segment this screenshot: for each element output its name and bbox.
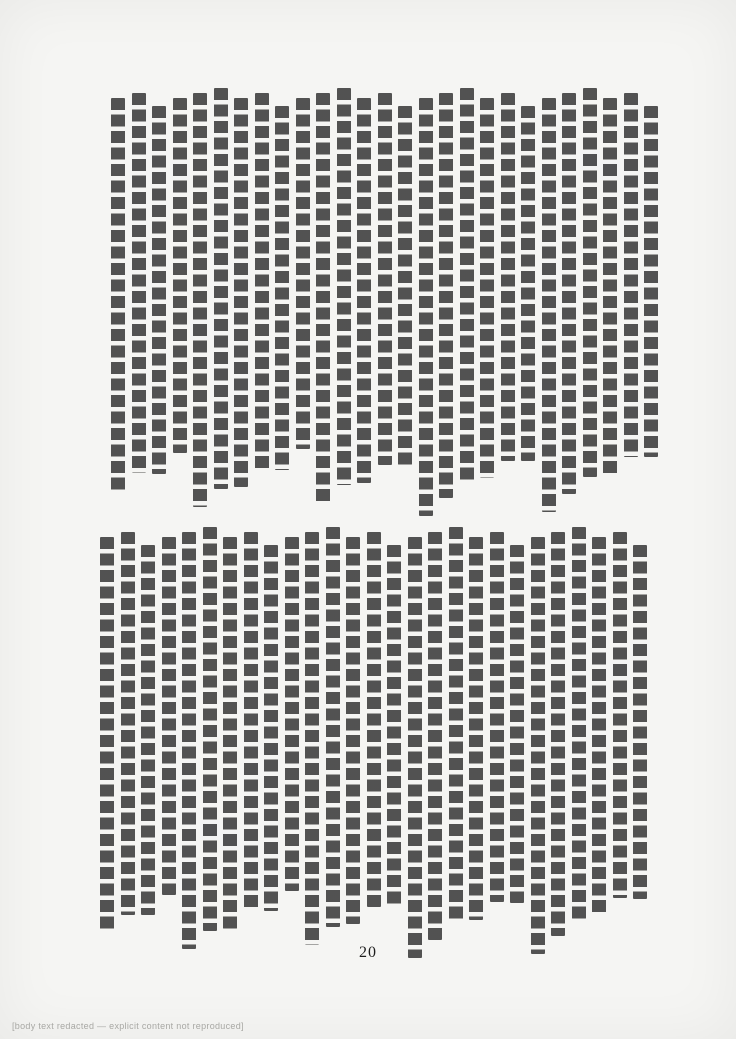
redacted-text-column [182, 532, 196, 949]
redacted-text-column [592, 537, 606, 916]
redacted-text-column [337, 88, 351, 485]
redacted-text-column [542, 98, 556, 512]
redacted-text-column [234, 98, 248, 487]
redacted-text-column [633, 545, 647, 899]
redacted-text-column [428, 532, 442, 940]
text-block-top [100, 88, 658, 506]
text-block-bottom [95, 527, 647, 948]
redacted-text-column [296, 98, 310, 449]
redacted-text-column [141, 545, 155, 915]
redacted-text-column [501, 93, 515, 461]
redacted-text-column [316, 93, 330, 503]
redacted-text-column [367, 532, 381, 907]
redacted-text-column [152, 106, 166, 474]
redacted-text-column [244, 532, 258, 911]
redacted-text-column [469, 537, 483, 920]
redacted-text-column [173, 98, 187, 453]
redacted-text-column [480, 98, 494, 478]
redacted-text-column [223, 537, 237, 929]
redacted-text-column [275, 106, 289, 470]
redacted-text-column [562, 93, 576, 494]
redacted-text-column [285, 537, 299, 891]
redacted-text-column [613, 532, 627, 898]
redacted-text-column [255, 93, 269, 469]
redacted-text-column [132, 93, 146, 473]
redacted-text-column [521, 106, 535, 461]
redacted-text-column [583, 88, 597, 477]
redacted-text-column [449, 527, 463, 923]
redacted-text-column [624, 93, 638, 457]
page-number: 20 [359, 944, 377, 961]
redacted-text-column [357, 98, 371, 483]
redacted-text-column [439, 93, 453, 498]
redacted-text-column [551, 532, 565, 936]
redaction-notice: [body text redacted — explicit content not reproduced] [12, 1021, 244, 1031]
redacted-text-column [460, 88, 474, 481]
redacted-text-column [305, 532, 319, 945]
redacted-text-column [572, 527, 586, 919]
redacted-text-column [531, 537, 545, 954]
redacted-text-column [387, 545, 401, 907]
redacted-text-column [490, 532, 504, 902]
redacted-text-column [378, 93, 392, 465]
redacted-text-column [326, 527, 340, 927]
redacted-text-column [193, 93, 207, 507]
redacted-text-column [510, 545, 524, 903]
redacted-text-column [121, 532, 135, 915]
redacted-text-column [603, 98, 617, 474]
redacted-text-column [111, 98, 125, 491]
redacted-text-column [162, 537, 176, 895]
redacted-text-column [398, 106, 412, 465]
redacted-text-column [264, 545, 278, 911]
redacted-text-column [408, 537, 422, 958]
redacted-text-column [346, 537, 360, 924]
redacted-text-column [419, 98, 433, 516]
redacted-text-column [214, 88, 228, 489]
redacted-text-column [644, 106, 658, 457]
redacted-text-column [100, 537, 114, 933]
redacted-text-column [203, 527, 217, 931]
